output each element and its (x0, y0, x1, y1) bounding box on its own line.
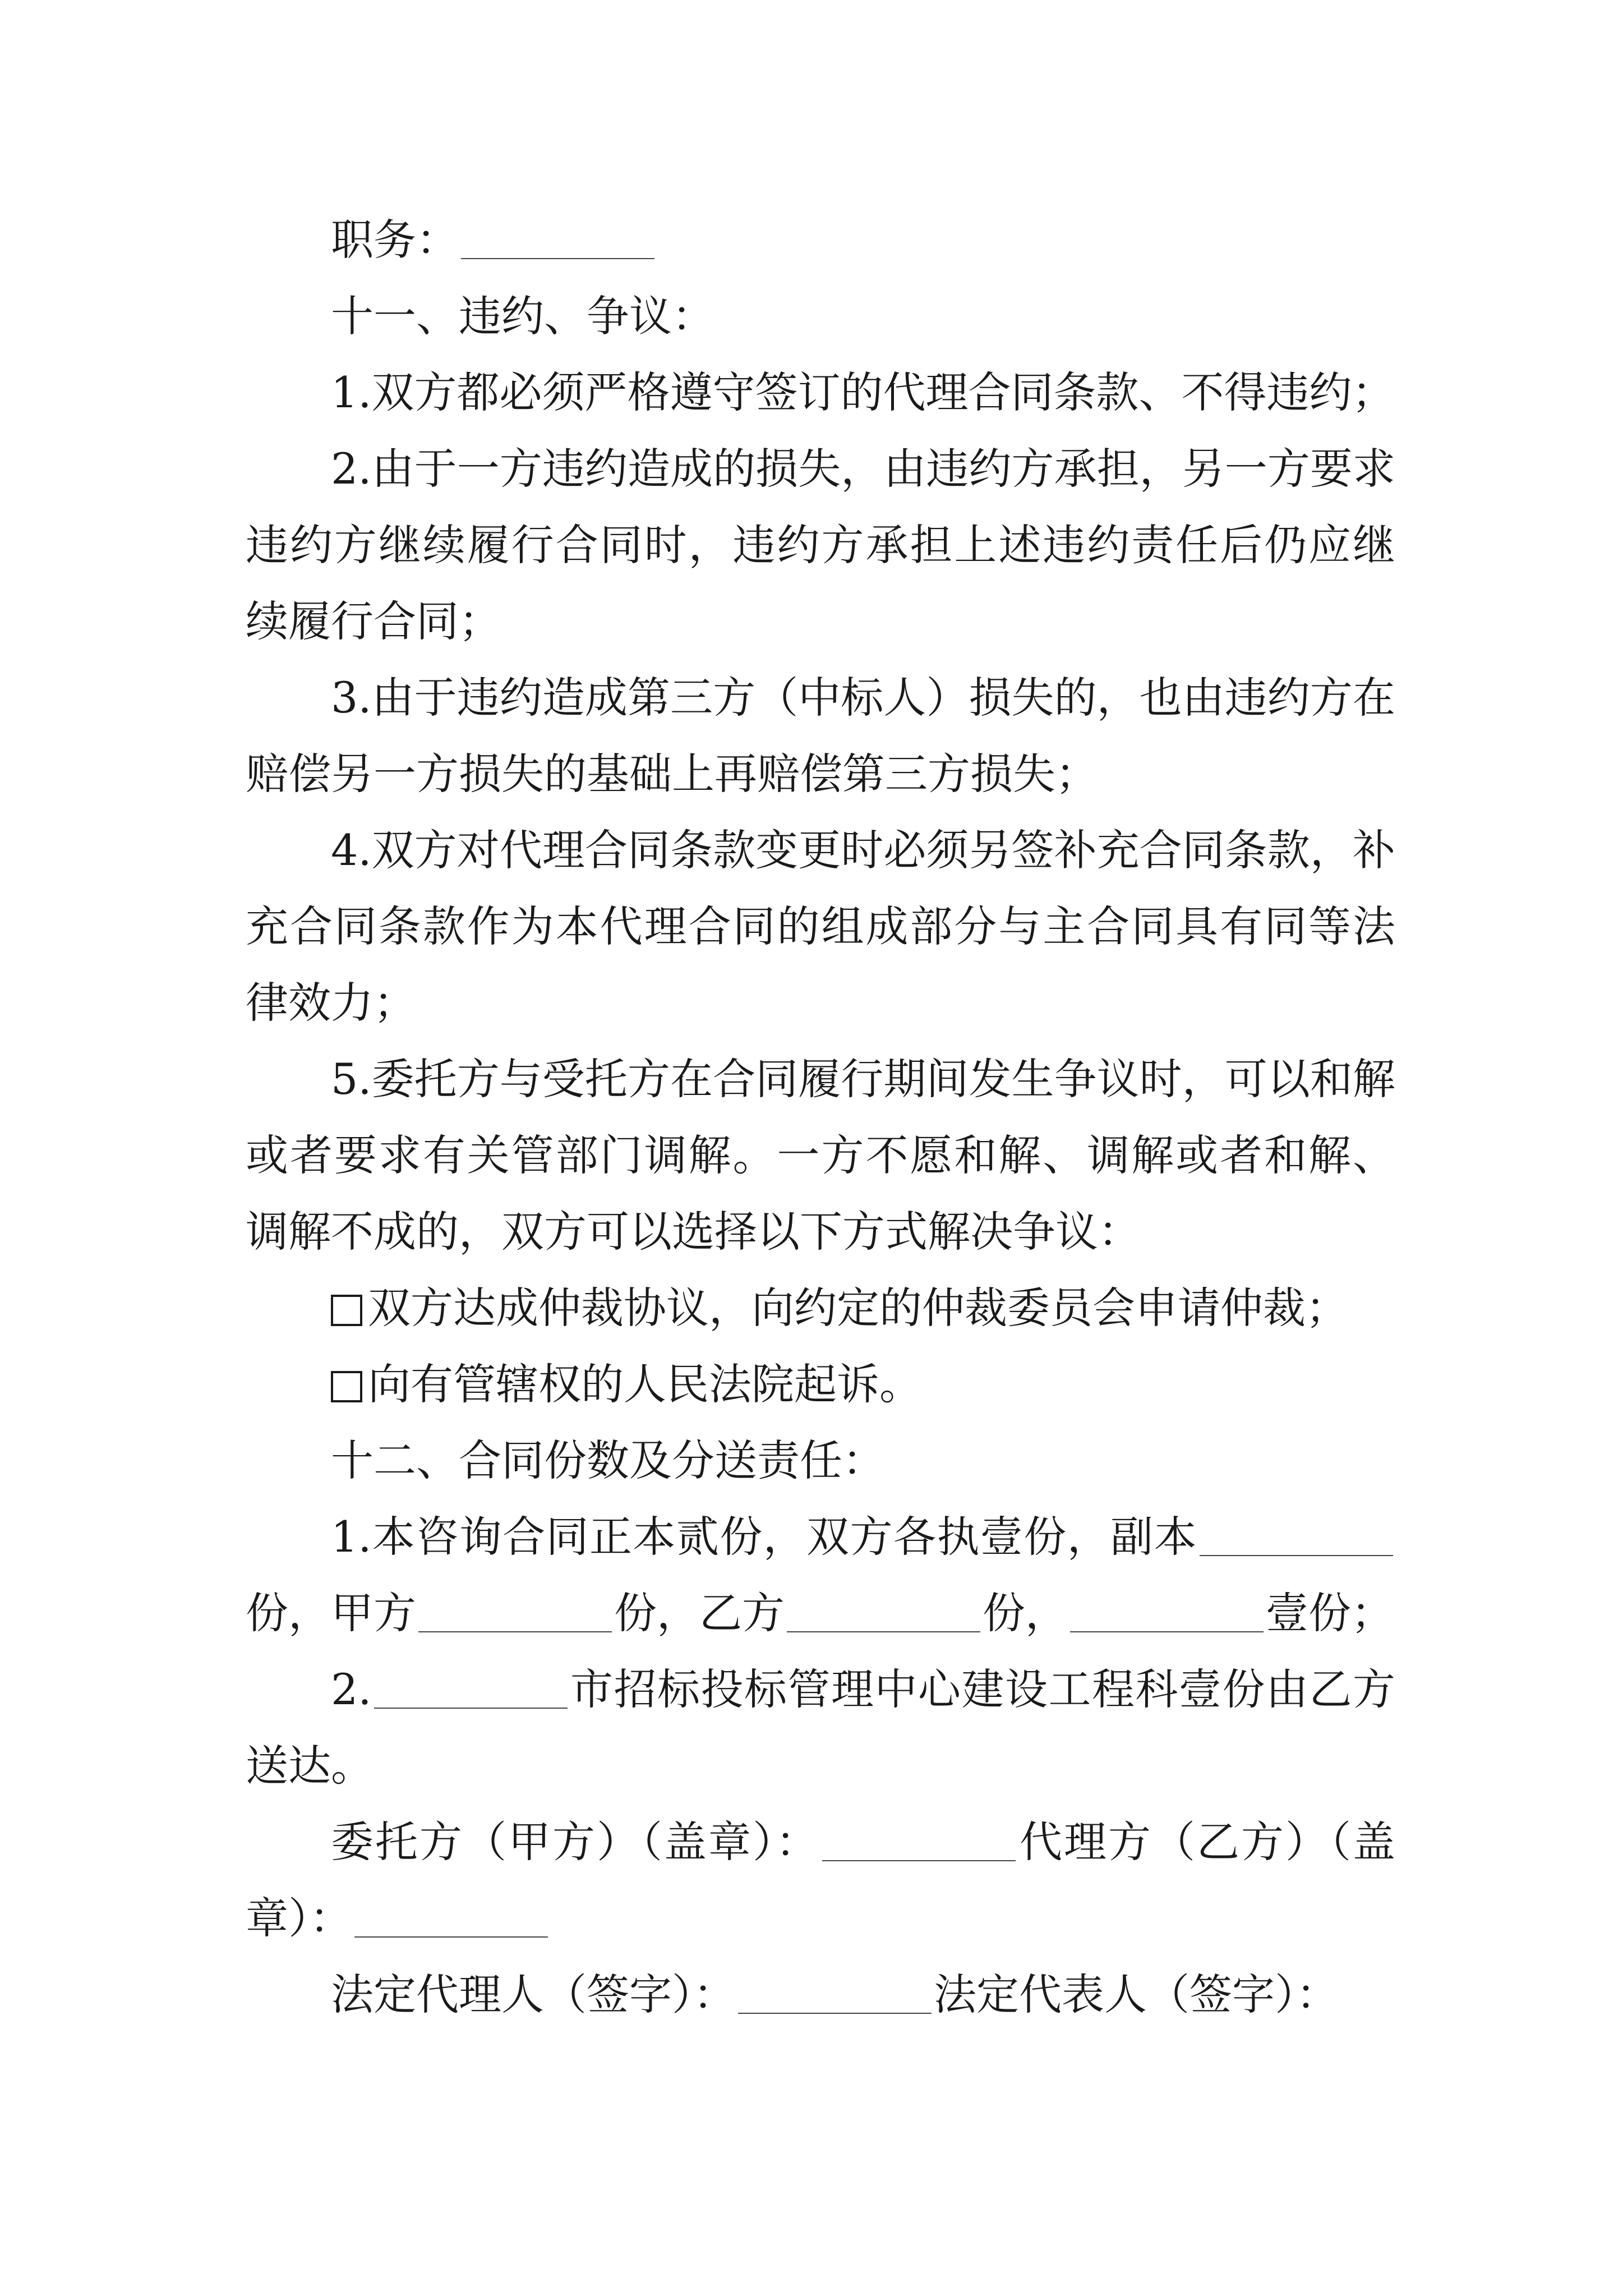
option-arbitration (246, 1270, 1395, 1346)
clause-11-4-text: 4.双方对代理合同条款变更时必须另签补充合同条款，补充合同条款作为本代理合同的组成部分与主合同具有同等法律效力； (246, 825, 1395, 1028)
clause-12-1-text-d: 份， (983, 1588, 1068, 1638)
city-blank (374, 1665, 568, 1709)
position-blank (461, 215, 654, 259)
clause-11-2-text: 2.由于一方违约造成的损失，由违约方承担，另一方要求违约方继续履行合同时，违约方承担上述违约责任后仍应继续履行合同； (246, 444, 1395, 646)
clause-11-1 (246, 355, 1395, 431)
party-b-copies-blank (787, 1589, 980, 1632)
legal-representative-signature-label: 法定代表人（签字）： (934, 1970, 1339, 2019)
option-court (246, 1346, 1395, 1423)
clause-11-2 (246, 431, 1395, 660)
signature-line (246, 1957, 1395, 2033)
section-twelve-heading (246, 1423, 1395, 1499)
contract-body (246, 202, 1395, 2033)
clause-12-2-text-a: 2. (331, 1664, 372, 1714)
clause-11-4 (246, 812, 1395, 1041)
clause-11-5-text: 5.委托方与受托方在合同履行期间发生争议时，可以和解或者要求有关管部门调解。一方不愿和解、调解或者和解、调解不成的，双方可以选择以下方式解决争议： (246, 1054, 1395, 1257)
agent-seal-label: 代理方（乙方）（盖章）： (246, 1817, 1395, 1943)
agent-seal-blank (354, 1894, 548, 1938)
clause-11-5 (246, 1041, 1395, 1270)
option-court-text: 向有管辖权的人民法院起诉。 (368, 1359, 922, 1409)
checkbox-court[interactable] (331, 1371, 362, 1402)
clause-11-1-text: 1.双方都必须严格遵守签订的代理合同条款、不得违约； (331, 367, 1395, 417)
clause-11-3 (246, 660, 1395, 812)
option-arbitration-text: 双方达成仲裁协议，向约定的仲裁委员会申请仲裁； (368, 1283, 1348, 1333)
legal-agent-signature-label: 法定代理人（签字）： (331, 1970, 736, 2019)
checkbox-arbitration[interactable] (331, 1295, 362, 1326)
clause-12-1-text-c: 份，乙方 (614, 1588, 785, 1638)
seal-line (246, 1804, 1395, 1957)
clause-12-2 (246, 1651, 1395, 1804)
position-line (246, 202, 1395, 278)
clause-12-1-text-b: 份，甲方 (246, 1588, 416, 1638)
clause-12-2-text-b: 市招标投标管理中心建设工程科壹份由乙方送达。 (246, 1664, 1395, 1791)
copies-blank (1200, 1512, 1393, 1556)
clause-11-3-text: 3.由于违约造成第三方（中标人）损失的，也由违约方在赔偿另一方损失的基础上再赔偿第三方损失； (246, 673, 1395, 799)
principal-seal-label: 委托方（甲方）（盖章）： (331, 1817, 820, 1867)
principal-seal-blank (822, 1818, 1016, 1861)
position-label: 职务： (331, 215, 459, 265)
clause-12-1-text-e: 壹份； (1266, 1588, 1394, 1638)
clause-12-1 (246, 1499, 1395, 1651)
legal-agent-signature-blank (738, 1970, 932, 2014)
section-eleven-heading (246, 278, 1395, 355)
other-party-blank (1070, 1589, 1264, 1632)
section-eleven-title: 十一、违约、争议： (331, 291, 714, 341)
party-a-copies-blank (418, 1589, 612, 1632)
section-twelve-title: 十二、合同份数及分送责任： (331, 1435, 885, 1485)
clause-12-1-text-a: 1.本咨询合同正本贰份，双方各执壹份，副本 (331, 1512, 1197, 1562)
